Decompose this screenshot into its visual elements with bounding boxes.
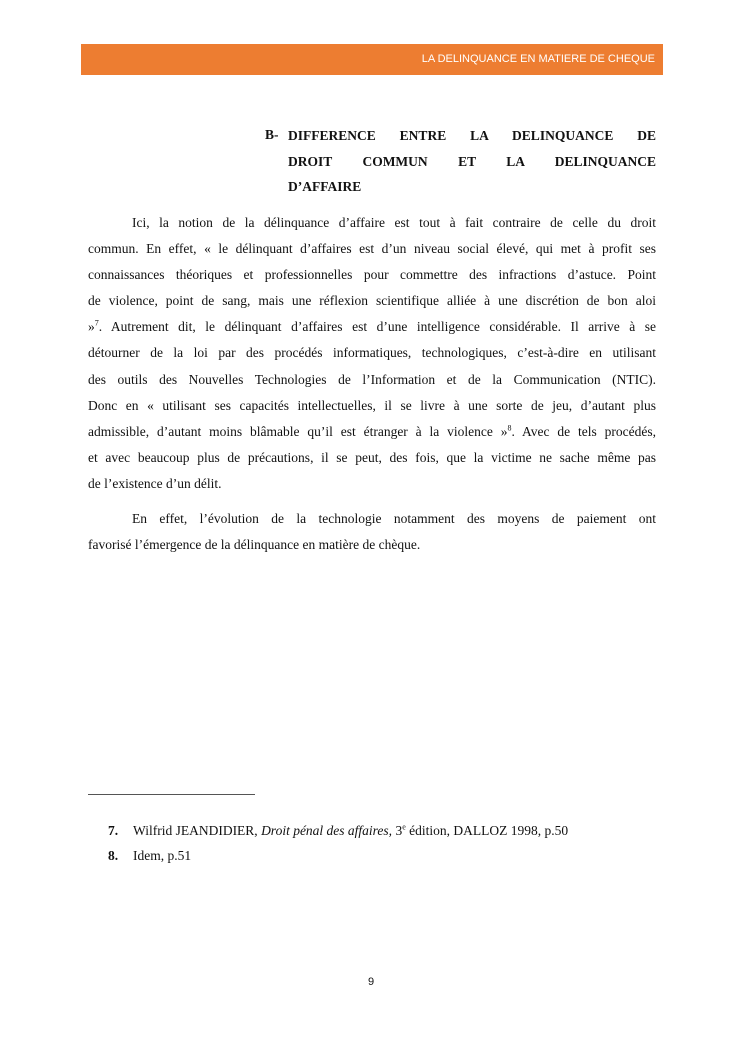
footnote-number: 8. [108,848,119,863]
footnote-number: 7. [108,823,119,838]
text-line: détourner de la loi par des procédés informatiques, technologiques, c’est-à-dire en utilisant [88,345,656,361]
heading-line: D’AFFAIRE [288,179,362,194]
text-span: » [88,319,95,335]
footnote-text: 3 [392,823,403,838]
section-heading [265,127,656,204]
text-span: admissible, d’autant moins blâmable qu’il est étranger à la violence » [88,423,508,439]
footnote-ref-7[interactable]: 7 [94,318,99,328]
heading-number: B- [265,127,279,142]
footnote-title: Droit pénal des affaires, [261,823,393,838]
text-span: . Avec de tels procédés, [511,423,656,439]
text-line: En effet, l’évolution de la technologie notamment des moyens de paiement ont [132,511,656,526]
text-line: Donc en « utilisant ses capacités intellectuelles, il se livre à une sorte de jeu, d’autant plus [88,397,656,413]
footnote-8 [108,848,191,864]
footnote-ref-8[interactable]: 8 [507,423,512,433]
text-line: de violence, point de sang, mais une réflexion scientifique alliée à une discrétion de bon aloi [88,293,656,309]
header-title: LA DELINQUANCE EN MATIERE DE CHEQUE [421,53,655,65]
footnote-sup: e [402,822,406,832]
text-line: commun. En effet, « le délinquant d’affaires est d’un niveau social élevé, qui met à profit ses [88,241,656,257]
footnote-7 [108,823,568,839]
text-line: connaissances théoriques et professionnelles pour commettre des infractions d’astuce. Point [88,267,656,283]
footnote-text: Idem, p.51 [133,848,192,863]
heading-line: DROIT COMMUN ET LA DELINQUANCE [288,153,656,169]
heading-line: DIFFERENCE ENTRE LA DELINQUANCE DE [288,128,656,143]
footnote-author: Wilfrid JEANDIDIER, [133,823,262,838]
text-line: Ici, la notion de la délinquance d’affaire est tout à fait contraire de celle du droit [132,215,656,230]
paragraph-2 [88,510,656,562]
page-number: 9 [368,976,375,988]
text-line: et avec beaucoup plus de précautions, il se peut, des fois, que la victime ne sache même pas [88,449,656,465]
footnote-text: édition, DALLOZ 1998, p.50 [405,823,569,838]
text-line: favorisé l’émergence de la délinquance en matière de chèque. [88,537,421,553]
text-span: . Autrement dit, le délinquant d’affaires est d’une intelligence considérable. Il arrive à se [98,319,656,335]
footnote-separator [88,794,255,795]
text-line [88,318,656,344]
text-line: de l’existence d’un délit. [88,475,222,491]
text-line [88,423,656,449]
text-line: des outils des Nouvelles Technologies de l’Information et de la Communication (NTIC). [88,371,656,387]
running-header [81,44,663,75]
paragraph-1 [88,214,656,501]
